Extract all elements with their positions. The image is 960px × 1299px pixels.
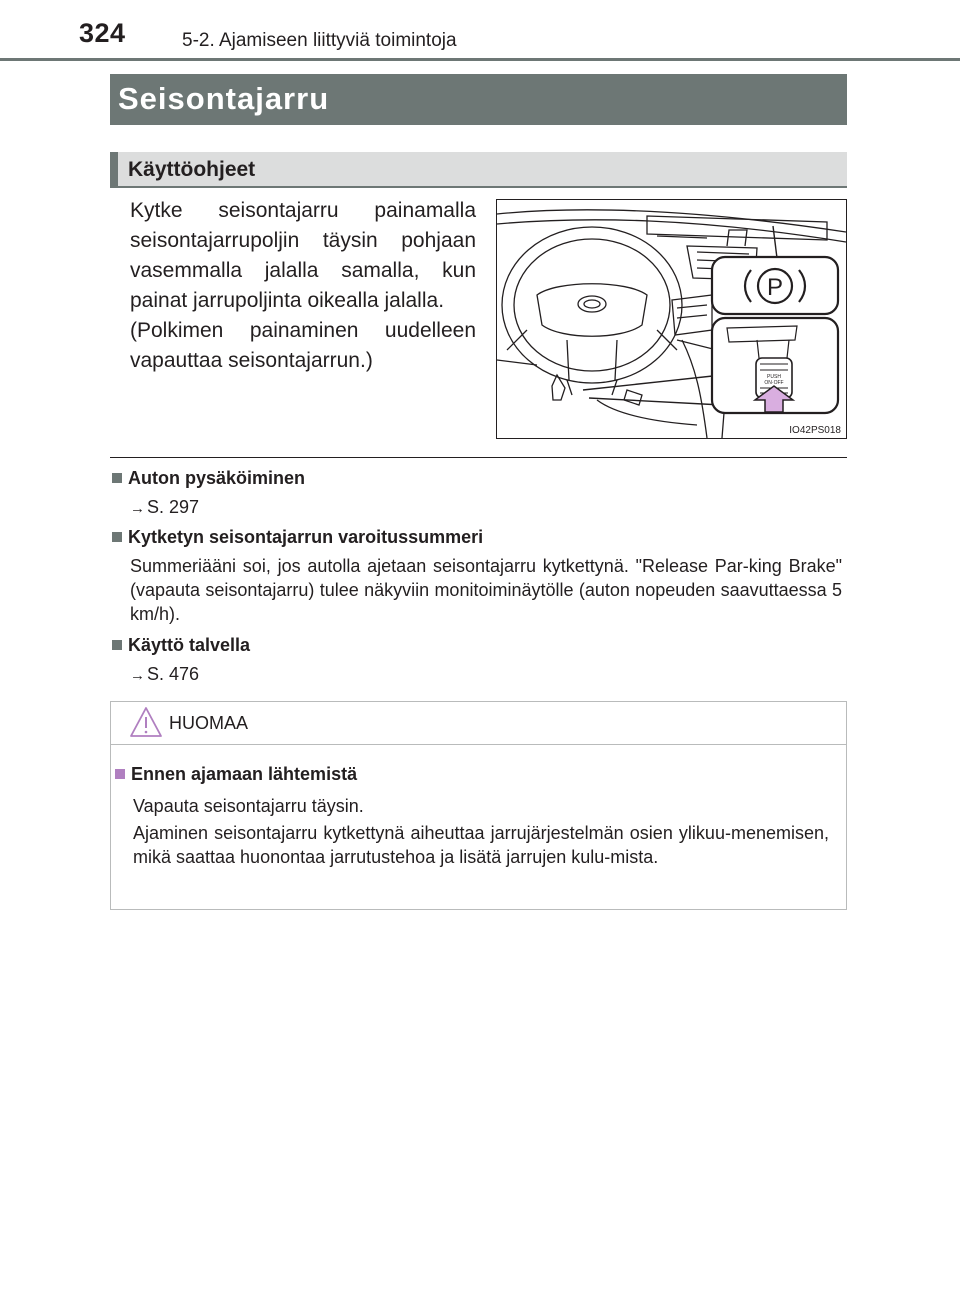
page-reference[interactable] — [130, 497, 199, 518]
figure-code: IO42PS018 — [789, 425, 841, 436]
page-header — [0, 0, 960, 62]
svg-text:PUSH: PUSH — [767, 374, 781, 380]
subsection-bar — [110, 152, 847, 188]
parking-symbol: P — [766, 274, 784, 301]
subsection-accent — [110, 152, 118, 188]
page-number: 324 — [79, 18, 126, 48]
header-rule — [0, 58, 960, 61]
section-divider — [110, 457, 847, 458]
page-reference-text: S. 476 — [147, 664, 200, 684]
item-heading-winter — [112, 635, 250, 656]
item-heading-parking — [112, 468, 305, 489]
bullet-square-icon — [112, 640, 122, 650]
page-title: Seisontajarru — [118, 81, 330, 116]
arrow-right-icon: → — [130, 500, 145, 517]
subsection-title: Käyttöohjeet — [128, 158, 256, 181]
page-reference[interactable] — [130, 664, 199, 685]
section-label: 5-2. Ajamiseen liittyviä toimintoja — [182, 30, 457, 51]
dashboard-drawing — [497, 200, 846, 438]
notice-heading — [115, 764, 357, 785]
item-heading-text: Kytketyn seisontajarrun varoitussummeri — [128, 527, 484, 547]
intro-text — [130, 196, 476, 376]
intro-paragraph-2: (Polkimen painaminen uudelleen vapauttaa seisontajarrun.) — [130, 319, 476, 372]
bullet-square-icon — [115, 769, 125, 779]
item-heading-text: Käyttö talvella — [128, 635, 251, 655]
notice-header — [111, 702, 846, 745]
svg-text:ON·OFF: ON·OFF — [764, 380, 784, 386]
intro-paragraph-1: Kytke seisontajarru painamalla seisontajarrupoljin täysin pohjaan vasemmalla jalalla samalla, kun painat jarrupoljinta oikealla jalalla. — [130, 199, 476, 312]
buzzer-description: Summeriääni soi, jos autolla ajetaan seisontajarru kytkettynä. "Release Par-king Brake" (vapauta seisontajarru) tulee näkyviin monitoiminäytölle (auton nopeuden saavuttaessa 5 km/h). — [130, 556, 842, 624]
page-reference-text: S. 297 — [147, 497, 200, 517]
title-bar — [110, 74, 847, 125]
notice-text: Ajaminen seisontajarru kytkettynä aiheuttaa jarrujärjestelmän osien ylikuu-menemisen, mikä saattaa huonontaa jarrutustehoa ja lisätä jarrujen kulu-mista. — [133, 823, 829, 867]
notice-heading-text: Ennen ajamaan lähtemistä — [131, 764, 358, 784]
item-heading-buzzer — [112, 527, 483, 548]
item-heading-text: Auton pysäköiminen — [128, 468, 306, 488]
warning-icon — [129, 705, 163, 739]
parking-brake-illustration — [496, 199, 847, 439]
notice-title: HUOMAA — [169, 713, 249, 733]
notice-box — [110, 701, 847, 910]
bullet-square-icon — [112, 473, 122, 483]
bullet-square-icon — [112, 532, 122, 542]
arrow-right-icon: → — [130, 667, 145, 684]
notice-line: Vapauta seisontajarru täysin. — [133, 796, 364, 816]
